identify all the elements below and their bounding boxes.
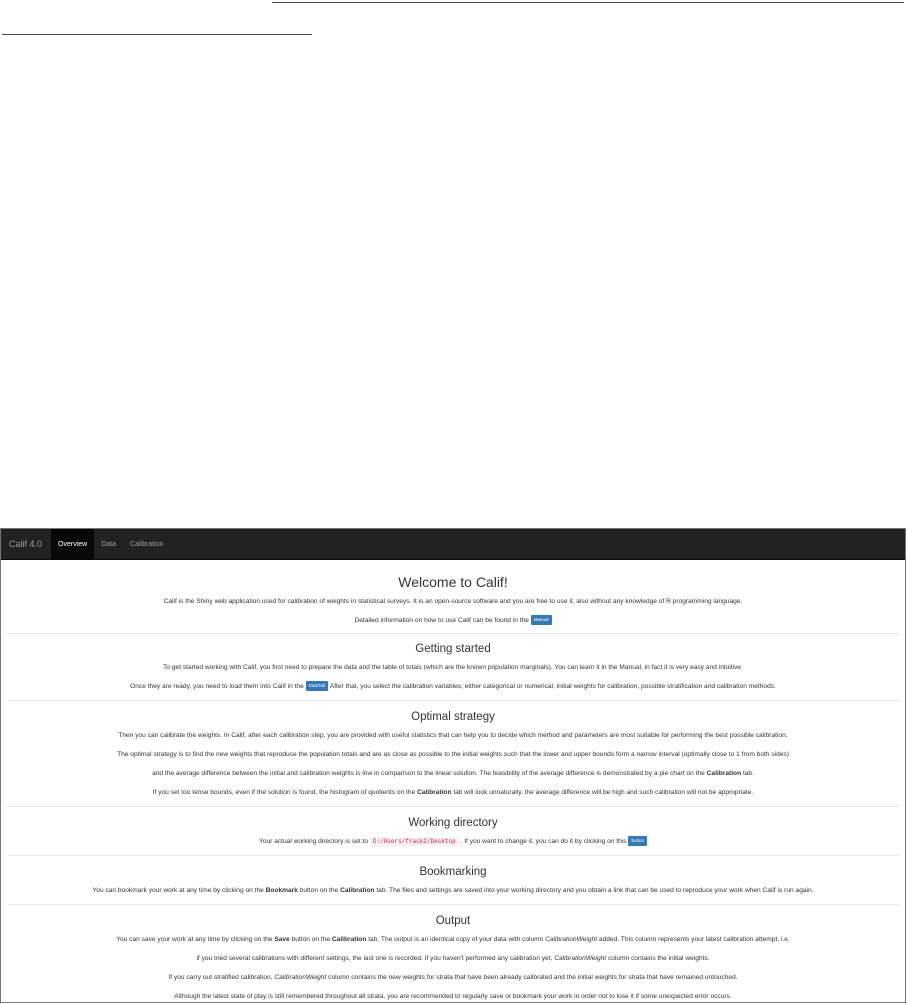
getting-started-line-1: To get started working with Calif, you first need to prepare the data and the table of totals (which are the known population marginals). You can learn it in the Manual, in fact it is very easy and intuitive.: [163, 664, 743, 671]
section-getting-started: [7, 634, 899, 701]
navbar-brand[interactable]: Calif 4.0: [9, 539, 43, 549]
section-working-directory: [7, 807, 899, 856]
output-line-1: [7, 930, 899, 949]
output-line-4: Although the latest state of play is still remembered throughout all strata, you are recommended to regularly save or bookmark your work in order not to lose it if some unexpected error occurs.: [174, 993, 732, 1000]
working-directory-text-a: Your actual working directory is set to: [259, 838, 369, 845]
app-screenshot-frame: [0, 528, 906, 1003]
optimal-strategy-line-3-text-a: and the average difference between the initial and calibration weights is low in comparison to the linear solution. The feasibility of the average difference is demonstrated by a pie chart on the: [152, 770, 705, 777]
optimal-strategy-line-3-text-b: tab.: [742, 770, 754, 777]
working-directory-line: [7, 832, 899, 851]
output-line-3: [7, 968, 899, 987]
section-welcome: [7, 560, 899, 634]
output-line-2-italic: CalibrationWeight: [554, 955, 607, 962]
tab-data[interactable]: Data: [101, 540, 117, 548]
welcome-line-1: Calif is the Shiny web application used for calibration of weights in statistical surveys. It is an open-source software and you are free to use it, also without any knowledge of R programming language.: [163, 598, 743, 605]
output-line-1-text-c: tab. The output is an identical copy of your data with column: [368, 936, 544, 943]
output-line-3-text-a: If you carry out stratified calibration,: [168, 974, 273, 981]
output-heading: Output: [435, 915, 471, 927]
getting-started-heading: Getting started: [415, 643, 491, 655]
output-line-2: [7, 949, 899, 968]
welcome-line-2: [7, 611, 899, 630]
output-line-1-bold-calibration: Calibration: [331, 936, 367, 943]
section-optimal-strategy: [7, 701, 899, 807]
data-tab-button[interactable]: DataTab: [306, 681, 329, 691]
working-directory-heading: Working directory: [408, 817, 498, 829]
output-line-1-bold-save: Save: [274, 936, 290, 943]
bookmarking-heading: Bookmarking: [419, 866, 487, 878]
bookmarking-text-a: You can bookmark your work at any time by clicking on the: [92, 887, 264, 894]
section-bookmarking: [7, 856, 899, 905]
optimal-strategy-line-1: Then you can calibrate the weights. In Calif, after each calibration step, you are provided with useful statistics that can help you to decide which method and parameters are most suitable for performing the best possible calibration.: [118, 732, 788, 739]
section-output: [7, 905, 899, 1003]
working-directory-text-b: . If you want to change it, you can do it by clicking on this: [460, 838, 627, 845]
bookmarking-text-b: button on the: [299, 887, 339, 894]
optimal-strategy-line-3: [7, 764, 899, 783]
welcome-line-2-text: Detailed information on how to use Calif can be found in the: [354, 617, 529, 624]
output-line-2-text-b: column contains the initial weights.: [608, 955, 710, 962]
output-line-1-text-a: You can save your work at any time by clicking on the: [116, 936, 273, 943]
bookmarking-text-c: tab. The files and settings are saved into your working directory and you obtain a link that can be used to reproduce your work when Calif is run again.: [376, 887, 814, 894]
optimal-strategy-line-4-text-a: If you set too tense bounds, even if the solution is found, the histogram of quotients on the: [152, 789, 416, 796]
optimal-strategy-line-4-bold: Calibration: [417, 789, 452, 796]
document-rule-left: [2, 34, 312, 35]
getting-started-line-2: [7, 677, 899, 696]
tab-calibration[interactable]: Calibration: [130, 540, 164, 548]
working-directory-path: D:/Users/frack2/Desktop: [370, 837, 459, 846]
welcome-heading: Welcome to Calif!: [398, 574, 508, 590]
optimal-strategy-line-4-text-b: tab will look unnaturally, the average difference will be high and such calibration will not be appropriate.: [453, 789, 754, 796]
output-line-1-text-d: added. This column represents your latest calibration attempt, i.e.: [598, 936, 790, 943]
optimal-strategy-heading: Optimal strategy: [411, 711, 495, 723]
tab-overview[interactable]: Overview: [51, 529, 94, 559]
overview-content: [1, 560, 905, 1003]
change-directory-button[interactable]: button: [628, 836, 647, 846]
bookmarking-bold-bookmark: Bookmark: [265, 887, 298, 894]
output-line-3-text-b: column contains the new weights for strata that have been already calibrated and the initial weights for strata that have remained untouched.: [328, 974, 738, 981]
output-line-3-italic: CalibrationWeight: [274, 974, 327, 981]
bookmarking-bold-calibration: Calibration: [340, 887, 375, 894]
getting-started-line-2-text-b: After that, you select the calibration variables, either categorical or numerical, initial weights for calibration, possible stratification and calibration methods.: [329, 683, 776, 690]
navbar: [1, 529, 905, 560]
bookmarking-line: [7, 881, 899, 900]
output-line-1-text-b: button on the: [291, 936, 331, 943]
document-rule-top: [272, 2, 904, 3]
optimal-strategy-line-4: [7, 783, 899, 802]
getting-started-line-2-text-a: Once they are ready, you need to load them into Calif in the: [130, 683, 304, 690]
optimal-strategy-line-2: The optimal strategy is to find the new weights that reproduce the population totals and are as close as possible to the initial weights such that the lower and upper bounds form a narrow interval (optimally close to 1 from both sides): [117, 751, 789, 758]
output-line-2-text-a: if you tried several calibrations with different settings, the last one is recorded. If you haven't performed any calibration yet,: [196, 955, 553, 962]
manual-button[interactable]: Manual: [531, 615, 552, 625]
optimal-strategy-line-3-bold: Calibration: [706, 770, 742, 777]
output-line-1-italic: CalibrationWeight: [545, 936, 598, 943]
